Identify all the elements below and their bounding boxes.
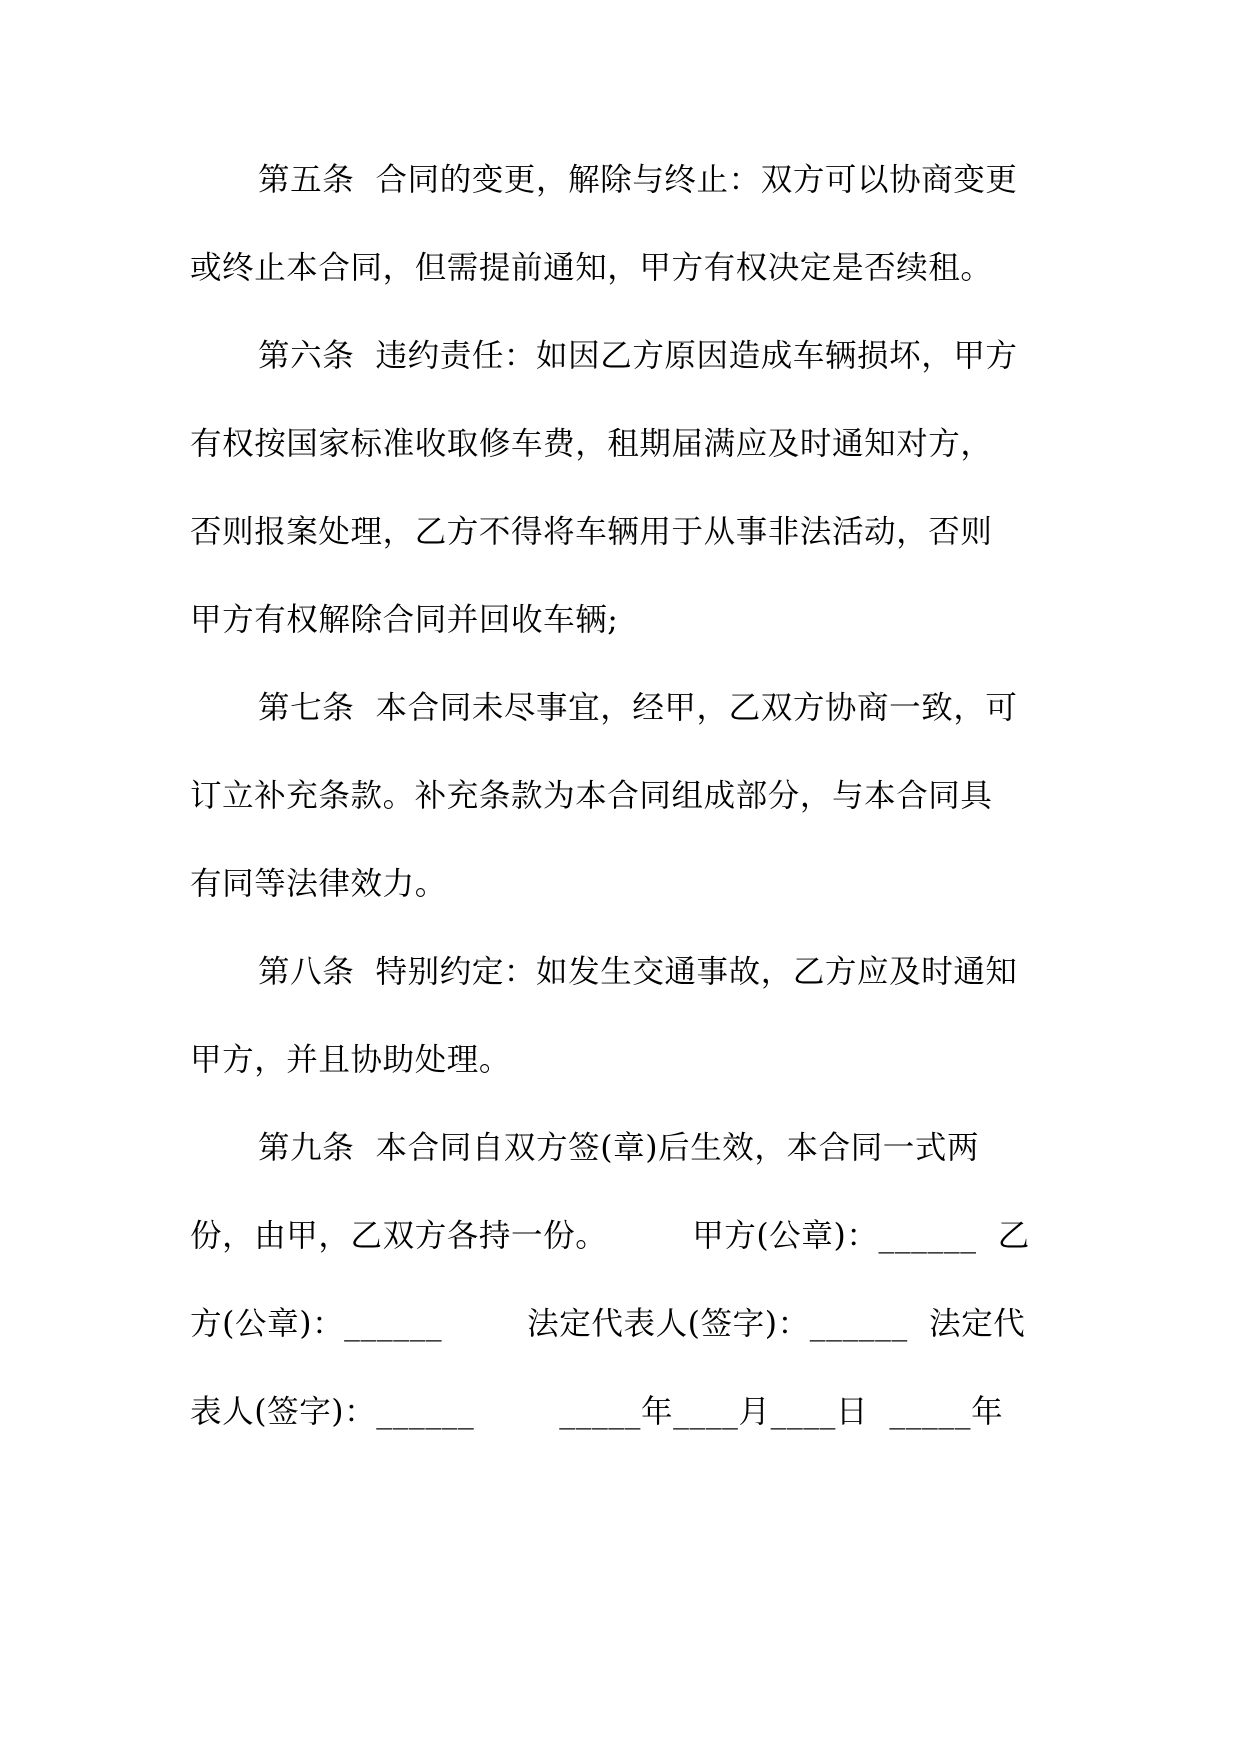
- article-9-line-1: 第九条 本合同自双方签(章)后生效，本合同一式两: [258, 1130, 980, 1166]
- article-6-line-3: 否则报案处理，乙方不得将车辆用于从事非法活动，否则: [190, 514, 993, 550]
- article-7-line-3: 有同等法律效力。: [190, 866, 447, 902]
- article-6-line-1: 第六条 违约责任：如因乙方原因造成车辆损坏，甲方: [258, 338, 1018, 374]
- article-9-line-2: 份，由甲，乙双方各持一份。 甲方(公章)：______ 乙: [190, 1218, 1030, 1254]
- article-7-line-1: 第七条 本合同未尽事宜，经甲，乙双方协商一致，可: [258, 690, 1018, 726]
- signature-line-2: 表人(签字)：______ _____年____月____日 _____年: [190, 1394, 1004, 1430]
- article-6-line-4: 甲方有权解除合同并回收车辆;: [190, 602, 619, 638]
- signature-line-1: 方(公章)：______ 法定代表人(签字)：______ 法定代: [190, 1306, 1026, 1342]
- article-8-line-2: 甲方，并且协助处理。: [190, 1042, 512, 1078]
- article-7-line-2: 订立补充条款。补充条款为本合同组成部分，与本合同具: [190, 778, 993, 814]
- article-8-line-1: 第八条 特别约定：如发生交通事故，乙方应及时通知: [258, 954, 1018, 990]
- article-6-line-2: 有权按国家标准收取修车费，租期届满应及时通知对方，: [190, 426, 993, 462]
- article-5-line-2: 或终止本合同，但需提前通知，甲方有权决定是否续租。: [190, 250, 993, 286]
- article-5-line-1: 第五条 合同的变更，解除与终止：双方可以协商变更: [258, 162, 1018, 198]
